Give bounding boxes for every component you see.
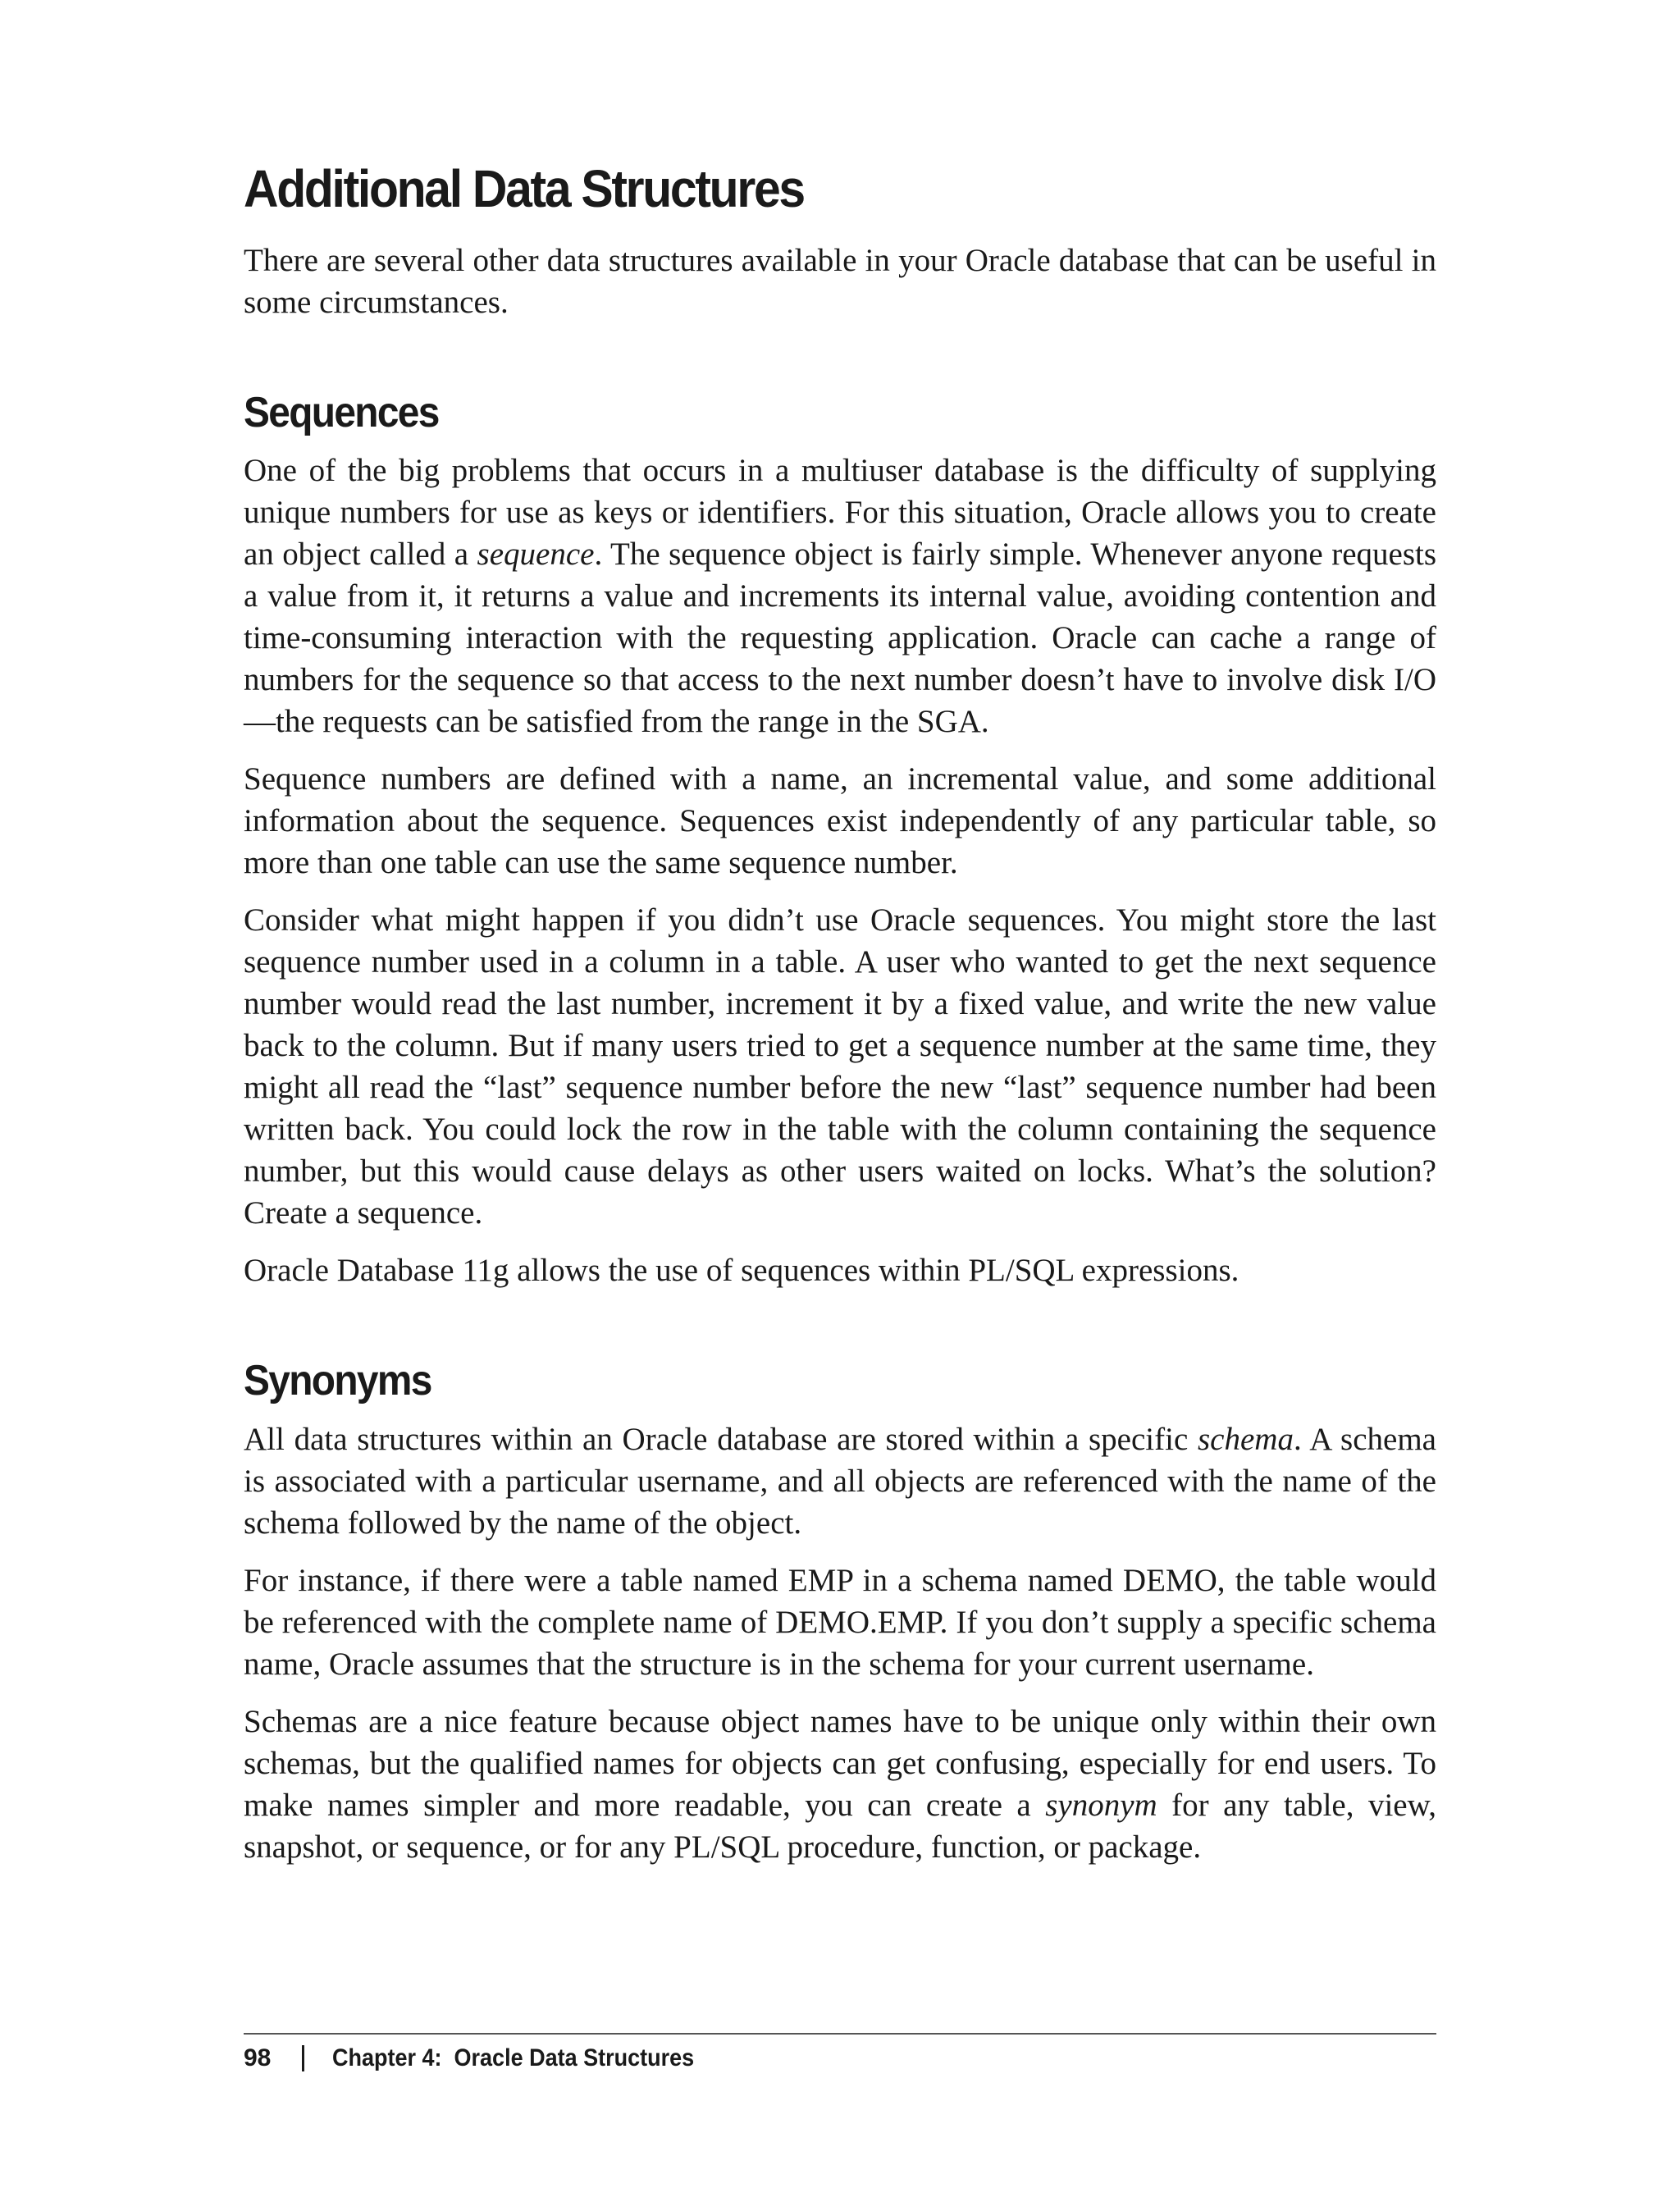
sequences-paragraph-1 — [244, 450, 1436, 742]
footer-divider — [302, 2045, 304, 2071]
synonyms-heading: Synonyms — [244, 1357, 431, 1405]
text-run: One of the big problems that occurs in a multiuser database is the difficulty of supplying unique numbers for use as keys or identifiers. For this situation, Oracle allows you to create an object called a — [244, 453, 1436, 573]
section-title: Additional Data Structures — [244, 159, 804, 218]
text-run: for any table, view, snapshot, or sequence, or for any PL/SQL procedure, function, or package. — [244, 1787, 1436, 1865]
emphasis-sequence: sequence — [477, 537, 595, 573]
page-footer — [244, 2033, 1436, 2072]
emphasis-synonym: synonym — [1045, 1787, 1157, 1823]
text-run: All data structures within an Oracle database are stored within a specific — [244, 1421, 1198, 1457]
intro-paragraph: There are several other data structures available in your Oracle database that can be useful in some circumstances. — [244, 243, 1436, 320]
emphasis-schema: schema — [1198, 1421, 1294, 1457]
sequences-paragraph-4: Oracle Database 11g allows the use of sequences within PL/SQL expressions. — [244, 1253, 1239, 1289]
sequences-paragraph-3: Consider what might happen if you didn’t use Oracle sequences. You might store the last sequence number used in a column in a table. A user who wanted to get the next sequence number would read the last number, increment it by a fixed value, and write the new value back to the column. But if many users tried to get a sequence number at the same time, they might all read the “last” sequence number before the new “last” sequence number had been written back. You could lock the row in the table with the column containing the sequence number, but this would cause delays as other users waited on locks. What’s the solution? Create a sequence. — [244, 902, 1436, 1231]
sequences-paragraph-2: Sequence numbers are defined with a name, an incremental value, and some additional information about the sequence. Sequences exist independently of any particular table, so more than one table can use the same sequence number. — [244, 761, 1436, 881]
sequences-heading: Sequences — [244, 389, 439, 436]
text-run: . A schema is associated with a particular username, and all objects are referenced with the name of the schema followed by the name of the object. — [244, 1421, 1436, 1541]
page-body — [244, 156, 1436, 1884]
synonyms-paragraph-1 — [244, 1418, 1436, 1544]
synonyms-paragraph-2: For instance, if there were a table named EMP in a schema named DEMO, the table would be referenced with the complete name of DEMO.EMP. If you don’t supply a specific schema name, Oracle assumes that the structure is in the schema for your current username. — [244, 1562, 1436, 1682]
page-number: 98 — [244, 2044, 272, 2071]
synonyms-paragraph-3 — [244, 1701, 1436, 1868]
text-run: Schemas are a nice feature because object names have to be unique only within their own schemas, but the qualified names for objects can get confusing, especially for end users. To make names simpler and more readable, you can create a — [244, 1703, 1436, 1823]
text-run: . The sequence object is fairly simple. Whenever anyone requests a value from it, it returns a value and increments its internal value, avoiding contention and time-consuming interaction with the requesting application. Oracle can cache a range of numbers for the sequence so that access to the next number doesn’t have to involve disk I/O—the requests can be satisfied from the range in the SGA. — [244, 537, 1437, 740]
chapter-title: Chapter 4: Oracle Data Structures — [332, 2044, 695, 2071]
